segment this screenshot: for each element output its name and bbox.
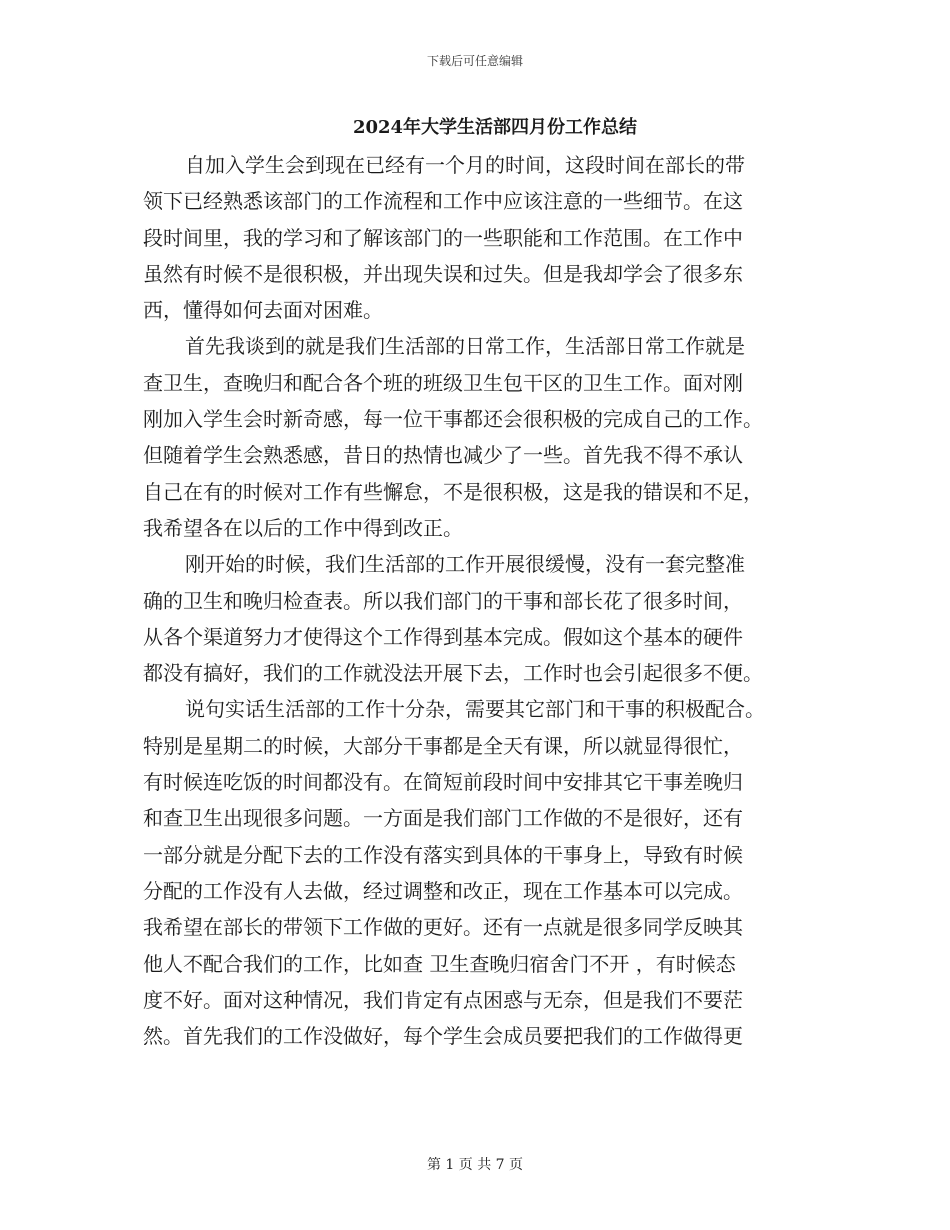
paragraph-line: 但随着学生会熟悉感，昔日的热情也减少了一些。首先我不得不承认 <box>143 443 743 468</box>
document-title: 2024年大学生活部四月份工作总结 <box>352 117 638 138</box>
page-header-note: 下载后可任意编辑 <box>426 54 523 68</box>
paragraph-line: 他人不配合我们的工作，比如查 卫生查晚归宿舍门不开 ，有时候态 <box>143 951 736 976</box>
paragraph-line: 特别是星期二的时候，大部分干事都是全天有课，所以就显得很忙， <box>143 733 743 758</box>
paragraph-line: 自加入学生会到现在已经有一个月的时间，这段时间在部长的带 <box>185 153 745 177</box>
paragraph-line: 我希望在部长的带领下工作做的更好。还有一点就是很多同学反映其 <box>143 915 743 940</box>
paragraph-line: 说句实话生活部的工作十分杂，需要其它部门和干事的积极配合。 <box>185 697 765 722</box>
paragraph-line: 查卫生，查晚归和配合各个班的班级卫生包干区的卫生工作。面对刚 <box>143 370 743 395</box>
paragraph-line: 确的卫生和晚归检查表。所以我们部门的干事和部长花了很多时间， <box>143 588 743 613</box>
paragraph-line: 领下已经熟悉该部门的工作流程和工作中应该注意的一些细节。在这 <box>143 189 743 214</box>
paragraph-line: 都没有搞好，我们的工作就没法开展下去，工作时也会引起很多不便。 <box>143 661 763 686</box>
paragraph-line: 有时候连吃饭的时间都没有。在简短前段时间中安排其它干事差晚归 <box>143 770 743 795</box>
paragraph-line: 分配的工作没有人去做，经过调整和改正，现在工作基本可以完成。 <box>143 878 743 903</box>
paragraph-line: 自己在有的时候对工作有些懈怠，不是很积极，这是我的错误和不足， <box>143 479 763 504</box>
paragraph-line: 和查卫生出现很多问题。一方面是我们部门工作做的不是很好，还有 <box>143 806 743 831</box>
document-body <box>143 147 808 1054</box>
paragraph-line: 刚加入学生会时新奇感，每一位干事都还会很积极的完成自己的工作。 <box>143 407 763 432</box>
paragraph-line: 度不好。面对这种情况，我们肯定有点困惑与无奈，但是我们不要茫 <box>143 987 743 1012</box>
page-number: 第 1 页 共 7 页 <box>426 1157 524 1173</box>
paragraph-line: 然。首先我们的工作没做好，每个学生会成员要把我们的工作做得更 <box>143 1024 743 1049</box>
paragraph-line: 虽然有时候不是很积极，并出现失误和过失。但是我却学会了很多东 <box>143 261 743 286</box>
paragraph-line: 从各个渠道努力才使得这个工作得到基本完成。假如这个基本的硬件 <box>143 624 743 649</box>
paragraph-line: 西，懂得如何去面对困难。 <box>143 298 383 323</box>
paragraph-line: 段时间里，我的学习和了解该部门的一些职能和工作范围。在工作中 <box>143 225 743 250</box>
paragraph-line: 我希望各在以后的工作中得到改正。 <box>143 515 463 540</box>
paragraph-line: 首先我谈到的就是我们生活部的日常工作，生活部日常工作就是 <box>185 334 745 359</box>
paragraph-line: 一部分就是分配下去的工作没有落实到具体的干事身上，导致有时候 <box>143 842 743 867</box>
paragraph-line: 刚开始的时候，我们生活部的工作开展很缓慢，没有一套完整准 <box>185 552 745 577</box>
